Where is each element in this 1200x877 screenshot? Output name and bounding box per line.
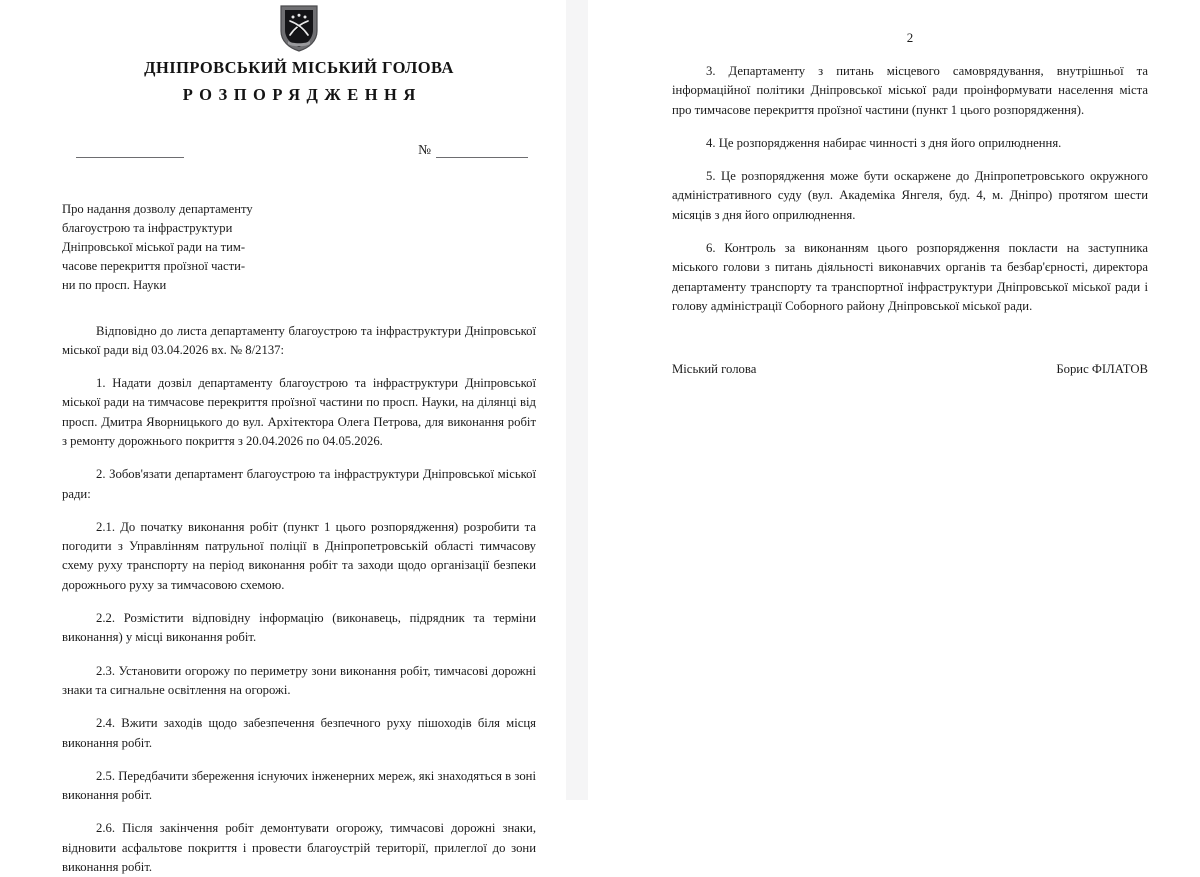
letterhead [62,58,536,105]
paragraph-item-2-6: 2.6. Після закінчення робіт демонтувати огорожу, тимчасові дорожні знаки, відновити асфальтове покриття і провести благоустрій території, прилеглої до зони виконання робіт. [62,819,536,877]
subject-block [62,200,277,296]
organization-title: ДНІПРОВСЬКИЙ МІСЬКИЙ ГОЛОВА [62,58,536,78]
paragraph-item-2-4: 2.4. Вжити заходів щодо забезпечення безпечного руху пішоходів біля місця виконання робіт. [62,714,536,753]
subject-line: Дніпровської міської ради на тим- [62,238,277,257]
document-page-2 [588,0,1200,800]
paragraph-item-6: 6. Контроль за виконанням цього розпорядження покласти на заступника міського голови з питань діяльності виконавчих органів та безбар'єрності, директора департаменту транспорту та транспортної інфраструктури Дніпровської міської ради і голову адміністрації Соборного району Дніпровської міської ради. [672,239,1148,316]
signature-block [672,362,1148,377]
subject-line: ни по просп. Науки [62,276,277,295]
document-page-1 [0,0,566,800]
subject-line: благоустрою та інфраструктури [62,219,277,238]
paragraph-item-3: 3. Департаменту з питань місцевого самоврядування, внутрішньої та інформаційної політики Дніпровської міської ради проінформувати населення міста про тимчасове перекриття проїзної частини (пункт 1 цього розпорядження). [672,62,1148,120]
paragraph-preamble: Відповідно до листа департаменту благоустрою та інфраструктури Дніпровської міської ради від 03.04.2026 вх. № 8/2137: [62,322,536,361]
paragraph-item-2-2: 2.2. Розмістити відповідну інформацію (виконавець, підрядник та терміни виконання) у місці виконання робіт. [62,609,536,648]
paragraph-item-5: 5. Це розпорядження може бути оскаржене до Дніпропетровського окружного адміністративного суду (вул. Академіка Янгеля, буд. 4, м. Дніпро) протягом шести місяців з дня його оприлюднення. [672,167,1148,225]
number-group [418,143,528,158]
page-gutter [566,0,588,800]
left-page-body [62,322,536,877]
paragraph-item-2: 2. Зобов'язати департамент благоустрою та інфраструктури Дніпровської міської ради: [62,465,536,504]
subject-line: часове перекриття проїзної части- [62,257,277,276]
subject-line: Про надання дозволу департаменту [62,200,277,219]
signatory-title: Міський голова [672,362,756,377]
right-page-body [672,62,1148,316]
document-type-title: РОЗПОРЯДЖЕННЯ [62,85,536,105]
number-line-field[interactable] [436,157,528,158]
paragraph-item-2-3: 2.3. Установити огорожу по периметру зони виконання робіт, тимчасові дорожні знаки та сигнальне освітлення на огорожі. [62,662,536,701]
emblem-container [62,0,536,53]
signatory-name: Борис ФІЛАТОВ [1056,362,1148,377]
date-number-row [62,138,536,158]
paragraph-item-2-1: 2.1. До початку виконання робіт (пункт 1 цього розпорядження) розробити та погодити з Управлінням патрульної поліції в Дніпропетровській області тимчасову схему руху транспорту на період виконання робіт та заходи щодо організації безпеки дорожнього руху за тимчасовою схемою. [62,518,536,595]
page-number: 2 [672,0,1148,46]
paragraph-item-4: 4. Це розпорядження набирає чинності з дня його оприлюднення. [672,134,1148,153]
date-line-field[interactable] [76,157,184,158]
paragraph-item-1: 1. Надати дозвіл департаменту благоустрою та інфраструктури Дніпровської міської ради на тимчасове перекриття проїзної частини по просп. Науки, на ділянці від просп. Дмитра Яворницького до вул. Архітектора Олега Петрова, для виконання робіт з ремонту дорожнього покриття з 20.04.2026 по 04.05.2026. [62,374,536,451]
number-sign-label: № [418,143,431,158]
dnipro-coat-of-arms-icon [277,3,321,53]
paragraph-item-2-5: 2.5. Передбачити збереження існуючих інженерних мереж, які знаходяться в зоні виконання робіт. [62,767,536,806]
